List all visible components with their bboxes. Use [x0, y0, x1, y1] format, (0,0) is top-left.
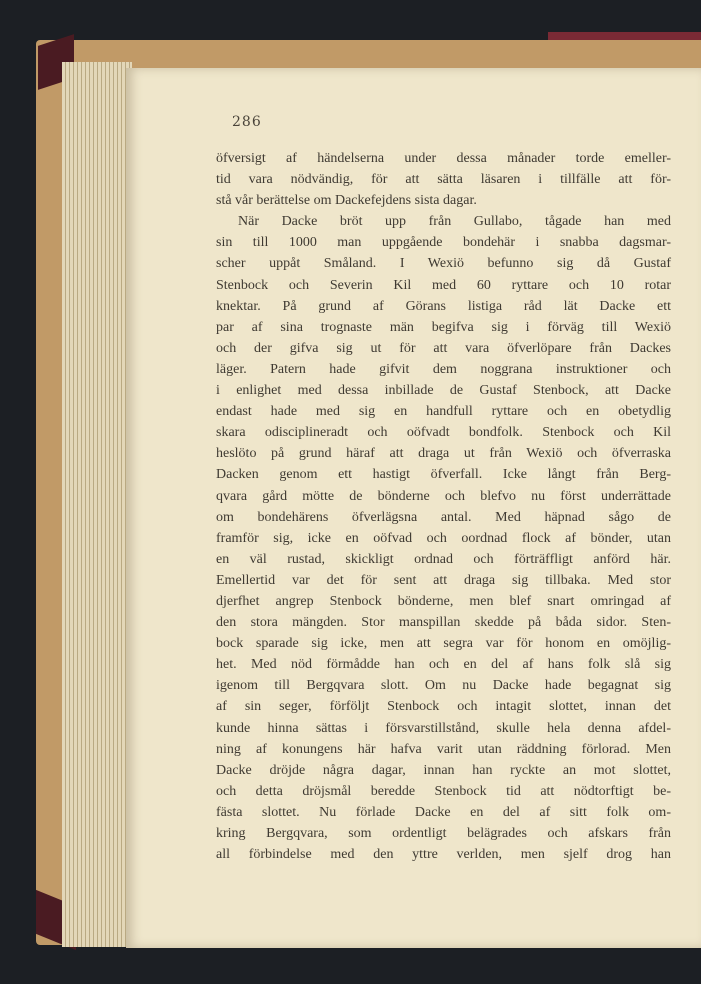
text-line: stå vår berättelse om Dackefejdens sista dagar.: [216, 193, 477, 209]
book-page: [126, 68, 701, 948]
text-line: Stenbock och Severin Kil med 60 ryttare och 10 rotar: [216, 277, 671, 293]
text-line: Dacken genom ett hastigt öfverfall. Icke långt från Berg-: [216, 467, 671, 483]
text-line: kring Bergqvara, som ordentligt belägrades och afskars från: [216, 826, 671, 841]
text-line: scher uppåt Småland. I Wexiö befunno sig då Gustaf: [216, 256, 671, 272]
text-line: och der gifva sig ut för att vara öfverlöpare från Dackes: [216, 340, 671, 356]
text-line: fästa slottet. Nu förlade Dacke en del af sitt folk om-: [216, 804, 671, 820]
text-line: den stora mängden. Stor manspillan skedde på båda sidor. Sten-: [216, 615, 671, 631]
text-line: bock sparade sig icke, men att segra var för honom en omöjlig-: [216, 636, 671, 652]
text-line: ning af konungens här hafva varit utan räddning förlorad. Men: [216, 741, 671, 757]
text-line: läger. Patern hade gifvit dem noggrana instruktioner och: [216, 361, 671, 377]
text-line: het. Med nöd förmådde han och en del af hans folk slå sig: [216, 657, 671, 673]
text-line: och detta dröjsmål beredde Stenbock tid att nödtorftigt be-: [216, 783, 671, 799]
text-line: kunde hinna sättas i försvarstillstånd, skulle hela denna afdel-: [216, 720, 671, 736]
page-edges: [62, 62, 132, 947]
text-line: heslöto på grund häraf att draga ut från Wexiö och öfverraska: [216, 446, 671, 462]
text-line: par af sina trognaste män begifva sig i förväg till Wexiö: [216, 319, 671, 335]
page-number: 286: [232, 114, 262, 130]
text-line: När Dacke bröt upp från Gullabo, tågade han med: [238, 214, 671, 230]
text-line: knektar. På grund af Görans listiga råd lät Dacke ett: [216, 298, 671, 314]
text-line: tid vara nödvändig, för att sätta läsaren i tillfälle att för-: [216, 172, 671, 188]
text-line: djerfhet angrep Stenbock bönderne, men blef snart omringad af: [216, 593, 671, 609]
text-line: endast hade med sig en handfull ryttare och en obetydlig: [216, 404, 671, 420]
text-line: af sin seger, förföljt Stenbock och intagit slottet, innan det: [216, 699, 671, 715]
text-line: igenom till Bergqvara slott. Om nu Dacke hade begagnat sig: [216, 678, 671, 694]
text-line: om bondehärens öfverlägsna antal. Med häpnad sågo de: [216, 509, 671, 525]
text-line: en väl rustad, skickligt ordnad och förträffligt anförd här.: [216, 551, 671, 567]
text-line: i enlighet med dessa inbillade de Gustaf Stenbock, att Dacke: [216, 383, 671, 399]
page-text: [216, 148, 671, 865]
text-line: all förbindelse med den yttre verlden, men sjelf drog han: [216, 847, 671, 863]
text-line: Emellertid var det för sent att draga sig tillbaka. Med stor: [216, 572, 671, 588]
text-line: skara odisciplineradt och oöfvadt bondfolk. Stenbock och Kil: [216, 425, 671, 441]
text-line: sin till 1000 man uppgående bondehär i snabba dagsmar-: [216, 235, 671, 251]
text-line: Dacke dröjde några dagar, innan han ryckte an mot slottet,: [216, 762, 671, 778]
text-line: qvara gård mötte de bönderne och blefvo nu först underrättade: [216, 488, 671, 504]
text-line: öfversigt af händelserna under dessa månader torde emeller-: [216, 151, 671, 166]
text-line: framför sig, icke en oöfvad och oordnad flock af bönder, utan: [216, 530, 671, 546]
